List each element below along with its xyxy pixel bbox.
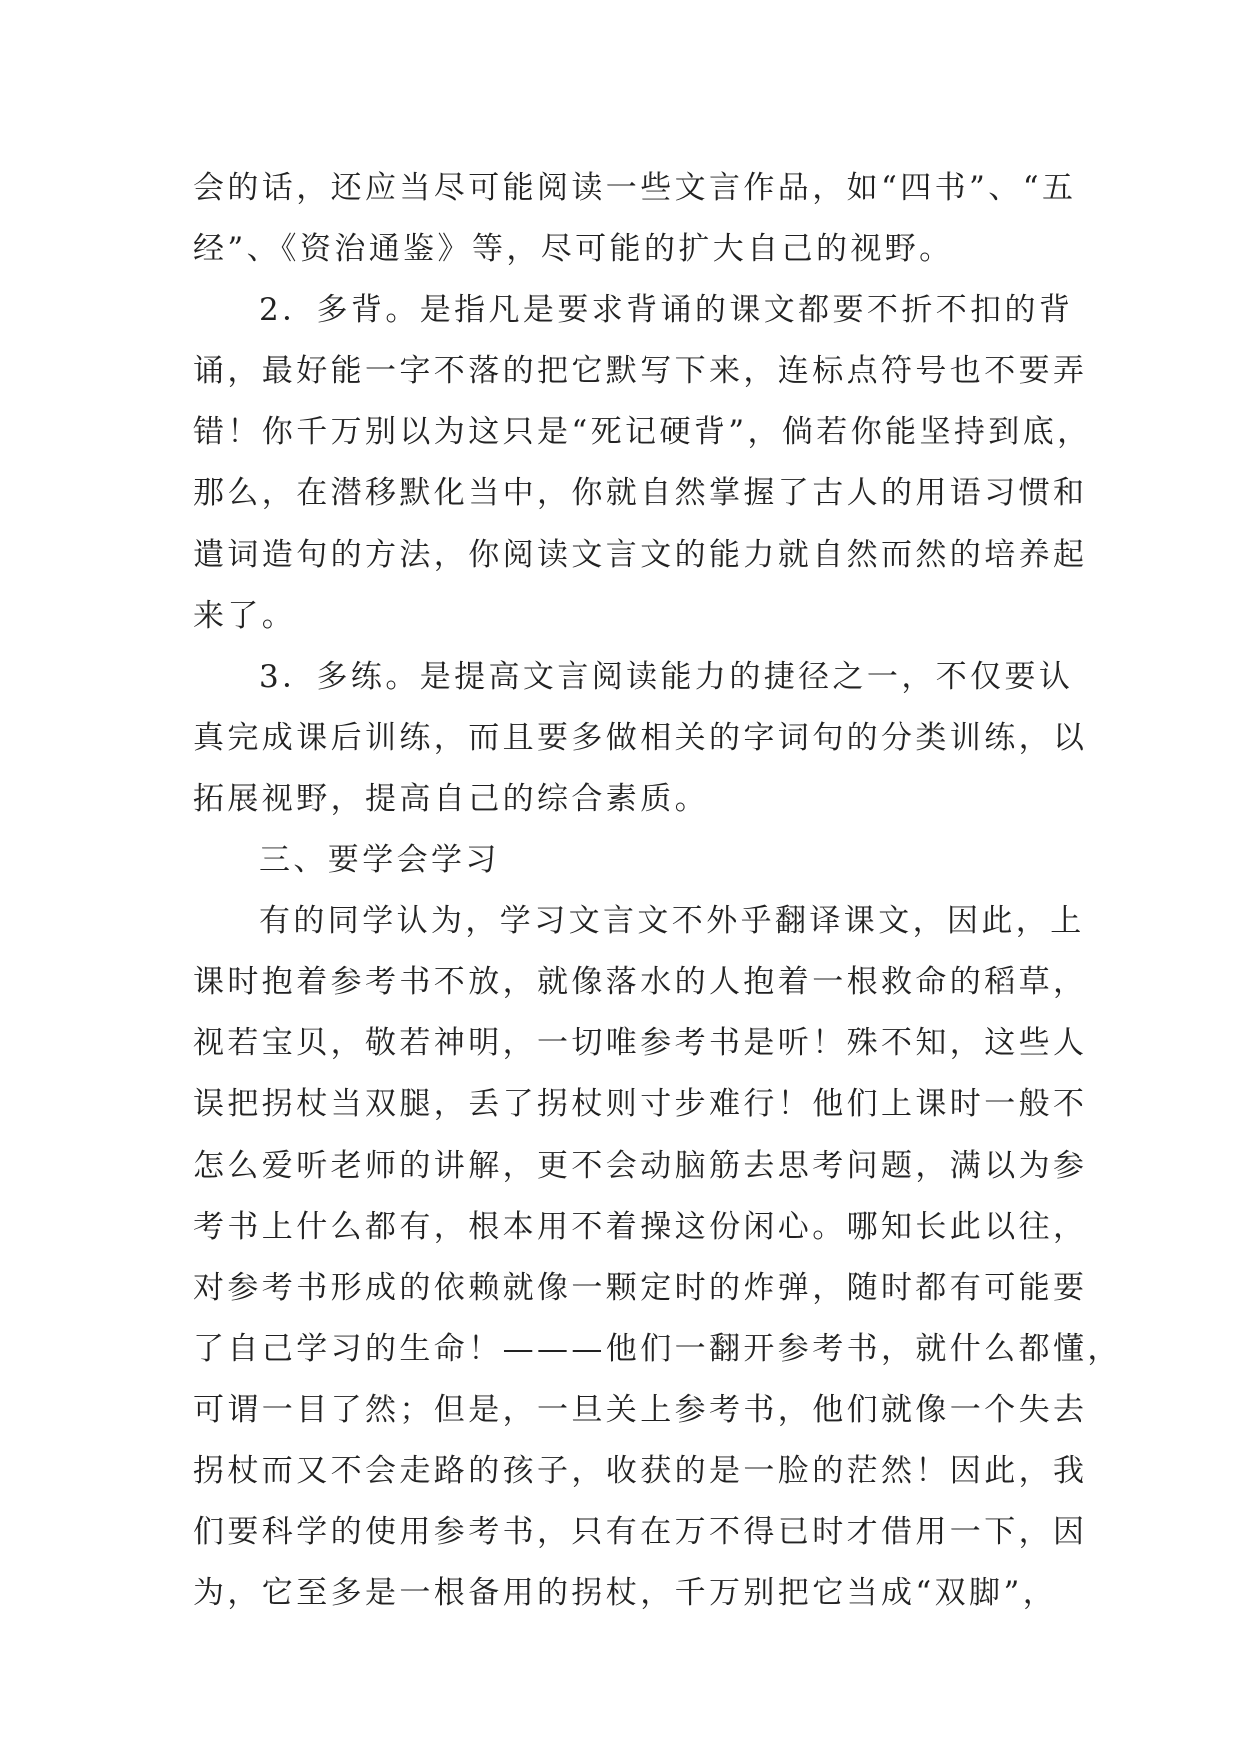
text-line: 误把拐杖当双腿，丢了拐杖则寸步难行！他们上课时一般不 — [193, 1086, 1088, 1123]
text-line: 可谓一目了然；但是，一旦关上参考书，他们就像一个失去 — [193, 1391, 1088, 1428]
text-line: 会的话，还应当尽可能阅读一些文言作品，如“四书”、“五 — [193, 170, 1077, 206]
text-line: 们要科学的使用参考书，只有在万不得已时才借用一下，因 — [193, 1514, 1088, 1551]
text-line: 3．多练。是提高文言阅读能力的捷径之一，不仅要认 — [259, 658, 1074, 695]
text-line: 拐杖而又不会走路的孩子，收获的是一脸的茫然！因此，我 — [193, 1452, 1088, 1489]
text-line: 对参考书形成的依赖就像一颗定时的炸弹，随时都有可能要 — [193, 1269, 1088, 1306]
text-line: 经”、《资治通鉴》等，尽可能的扩大自己的视野。 — [193, 231, 954, 268]
text-line: 视若宝贝，敬若神明，一切唯参考书是听！殊不知，这些人 — [193, 1025, 1088, 1062]
text-line: 真完成课后训练，而且要多做相关的字词句的分类训练，以 — [193, 719, 1088, 756]
text-line: 有的同学认为，学习文言文不外乎翻译课文，因此，上 — [259, 903, 1085, 940]
text-line: 遣词造句的方法，你阅读文言文的能力就自然而然的培养起 — [193, 536, 1088, 573]
text-line: 为，它至多是一根备用的拐杖，千万别把它当成“双脚”， — [193, 1575, 1058, 1612]
text-line: 错！你千万别以为这只是“死记硬背”，倘若你能坚持到底， — [193, 414, 1092, 451]
text-line: 2．多背。是指凡是要求背诵的课文都要不折不扣的背 — [259, 292, 1074, 329]
text-line: 考书上什么都有，根本用不着操这份闲心。哪知长此以往， — [193, 1208, 1088, 1245]
text-line: 拓展视野，提高自己的综合素质。 — [193, 780, 709, 817]
text-line: 诵，最好能一字不落的把它默写下来，连标点符号也不要弄 — [193, 353, 1088, 390]
text-line: 课时抱着参考书不放，就像落水的人抱着一根救命的稻草， — [193, 964, 1088, 1001]
text-line: 来了。 — [193, 597, 297, 634]
text-line: 怎么爱听老师的讲解，更不会动脑筋去思考问题，满以为参 — [193, 1147, 1088, 1184]
section-heading: 三、要学会学习 — [259, 842, 500, 879]
text-line: 那么，在潜移默化当中，你就自然掌握了古人的用语习惯和 — [193, 475, 1088, 512]
document-body — [193, 158, 1122, 1624]
text-line: 了自己学习的生命！———他们一翻开参考书，就什么都懂， — [193, 1330, 1122, 1367]
